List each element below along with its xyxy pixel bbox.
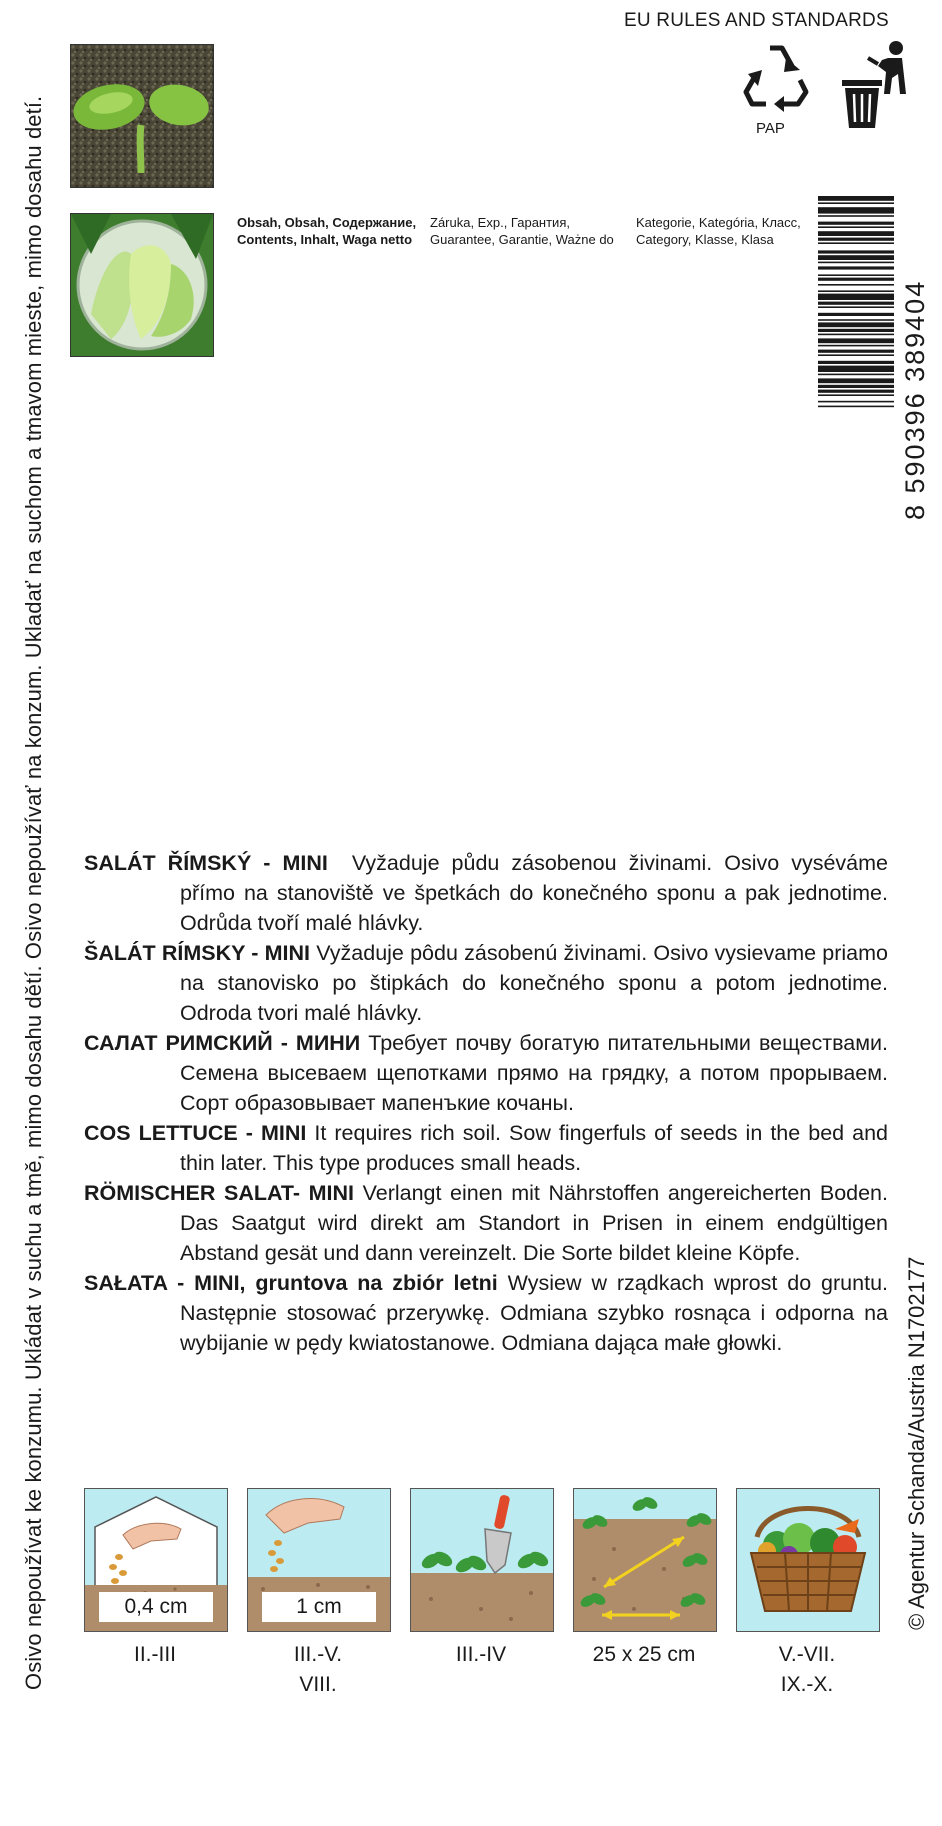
- barcode-bar: [818, 378, 894, 383]
- barcode-bar: [818, 334, 894, 336]
- category-label: [636, 214, 801, 248]
- lettuce-photo: [70, 213, 214, 357]
- recycle-label: PAP: [756, 120, 785, 137]
- barcode-bar: [818, 255, 894, 260]
- description-sk: [84, 938, 888, 1028]
- planting-trowel-icon: [410, 1488, 554, 1632]
- barcode-bar: [818, 338, 894, 343]
- barcode-bar: [818, 215, 894, 217]
- barcode-number: 8 590396 389404: [900, 279, 930, 520]
- step-2-caption: [233, 1640, 403, 1700]
- barcode-bar: [818, 406, 894, 408]
- tidy-man-icon: [838, 38, 916, 139]
- barcode-bar: [818, 294, 894, 300]
- title-ru: САЛАТ РИМСКИЙ - МИНИ: [84, 1031, 361, 1055]
- text-sk: Vyžaduje pôdu zásobenú živinami. Osivo vysievame priamo na stanovisko po štipkách do konečného sponu a potom jednotime. Odroda tvori malé hlávky.: [180, 941, 888, 1025]
- description-cz: [84, 848, 888, 938]
- barcode-bar: [818, 390, 894, 393]
- step-1-caption: [70, 1640, 240, 1670]
- barcode-bar: [818, 266, 894, 269]
- step-3-caption: [396, 1640, 566, 1670]
- step-3-caption-line1: III.-IV: [455, 1643, 507, 1666]
- barcode-bar: [818, 222, 894, 225]
- barcode-bar: [818, 238, 894, 241]
- side-warning-text: Osivo nepoužívat ke konzumu. Ukládat v suchu a tmě, mimo dosahu dětí. Osivo nepoužívať na konzum. Ukladať na suchom a tmavom mieste, mimo dosahu detí.: [21, 95, 46, 1690]
- contents-line1: Obsah, Obsah, Содержание,: [237, 215, 417, 230]
- text-ru: Требует почву богатую питательными веществами. Семена высеваем щепотками прямо на грядку, а потом прорываем. Сорт образовывает мапенъкие кочаны.: [180, 1031, 888, 1115]
- recycle-icon: [740, 40, 812, 121]
- text-de: Verlangt einen mit Nährstoffen angereicherten Boden. Das Saatgut wird direkt am Standort in Prisen in einem endgültigen Abstand gesät und dann vereinzelt. Die Sorte bildet kleine Köpfe.: [180, 1181, 888, 1265]
- text-pl: Wysiew w rządkach wprost do gruntu. Następnie stosować przerywkę. Odmiana szybko rosnąca i odporna na wybijanie w pędy kwiatostanowe. Odmiana dająca małe głowki.: [180, 1271, 888, 1355]
- depth-measure-2: 1 cm: [262, 1592, 376, 1622]
- description-block: [84, 848, 888, 1358]
- category-line2: Category, Klasse, Klasa: [636, 232, 774, 247]
- title-pl: SAŁATA - MINI, gruntova na zbiór letni: [84, 1271, 498, 1295]
- barcode-bar: [818, 329, 894, 332]
- barcode-bar: [818, 250, 894, 253]
- barcode-bar: [818, 350, 894, 353]
- step-4-caption: [559, 1640, 729, 1670]
- barcode-bar: [818, 202, 894, 204]
- description-pl: [84, 1268, 888, 1358]
- guarantee-label: [430, 214, 614, 248]
- barcode-bar: [818, 313, 894, 316]
- contents-line2: Contents, Inhalt, Waga netto: [237, 232, 413, 247]
- barcode-bar: [818, 394, 894, 396]
- barcode-bar: [818, 319, 894, 321]
- harvest-basket-icon: [736, 1488, 880, 1632]
- step-5-caption: [722, 1640, 892, 1700]
- barcode: [818, 196, 930, 520]
- step-5-caption-line1: V.-VII.: [778, 1643, 836, 1666]
- title-cz: SALÁT ŘÍMSKÝ - MINI: [84, 851, 328, 875]
- barcode-bar: [818, 302, 894, 305]
- title-de: RÖMISCHER SALAT- MINI: [84, 1181, 354, 1205]
- barcode-bar: [818, 374, 894, 376]
- category-line1: Kategorie, Kategória, Класс,: [636, 215, 801, 230]
- sowing-greenhouse-icon: [84, 1488, 228, 1632]
- step-2-caption-line1: III.-V.: [293, 1643, 343, 1666]
- sowing-outdoor-icon: [247, 1488, 391, 1632]
- barcode-bar: [818, 242, 894, 244]
- spacing-icon: [573, 1488, 717, 1632]
- barcode-bar: [818, 262, 894, 264]
- title-en: COS LETTUCE - MINI: [84, 1121, 307, 1145]
- barcode-bar: [818, 290, 894, 292]
- step-1-caption-line1: II.-III: [134, 1643, 176, 1666]
- barcode-bar: [818, 401, 894, 403]
- step-2-caption-line2: VIII.: [299, 1673, 337, 1696]
- barcode-bar: [818, 231, 894, 236]
- contents-label: [237, 214, 416, 248]
- barcode-bar: [818, 207, 894, 213]
- depth-measure-1: 0,4 cm: [99, 1592, 213, 1622]
- barcode-bar: [818, 226, 894, 228]
- step-4-caption-line1: 25 x 25 cm: [592, 1643, 696, 1666]
- copyright-text: © Agentur Schanda/Austria N1702177: [904, 1256, 929, 1630]
- guarantee-line2: Guarantee, Garantie, Ważne do: [430, 232, 614, 247]
- barcode-bar: [818, 361, 894, 364]
- text-en: It requires rich soil. Sow fingerfuls of seeds in the bed and thin later. This type produces small heads.: [180, 1121, 889, 1175]
- description-en: [84, 1118, 888, 1178]
- barcode-bar: [818, 366, 894, 372]
- barcode-bar: [818, 345, 894, 347]
- guarantee-line1: Záruka, Exp., Гарантия,: [430, 215, 570, 230]
- barcode-bar: [818, 322, 894, 327]
- barcode-bar: [818, 278, 894, 281]
- barcode-bar: [818, 306, 894, 308]
- barcode-bar: [818, 354, 894, 356]
- description-de: [84, 1178, 888, 1268]
- description-ru: [84, 1028, 888, 1118]
- seedling-photo: [70, 44, 214, 188]
- barcode-bar: [818, 284, 894, 286]
- step-5-caption-line2: IX.-X.: [780, 1673, 834, 1696]
- title-sk: ŠALÁT RÍMSKY - MINI: [84, 941, 311, 965]
- barcode-bar: [818, 196, 894, 201]
- text-cz: Vyžaduje půdu zásobenou živinami. Osivo vyséváme přímo na stanoviště ve špetkách do konečného sponu a pak jednotime. Odrůda tvoří malé hlávky.: [180, 851, 888, 935]
- eu-rules-heading: EU RULES AND STANDARDS: [624, 10, 889, 31]
- barcode-bar: [818, 385, 894, 388]
- barcode-bar: [818, 274, 894, 276]
